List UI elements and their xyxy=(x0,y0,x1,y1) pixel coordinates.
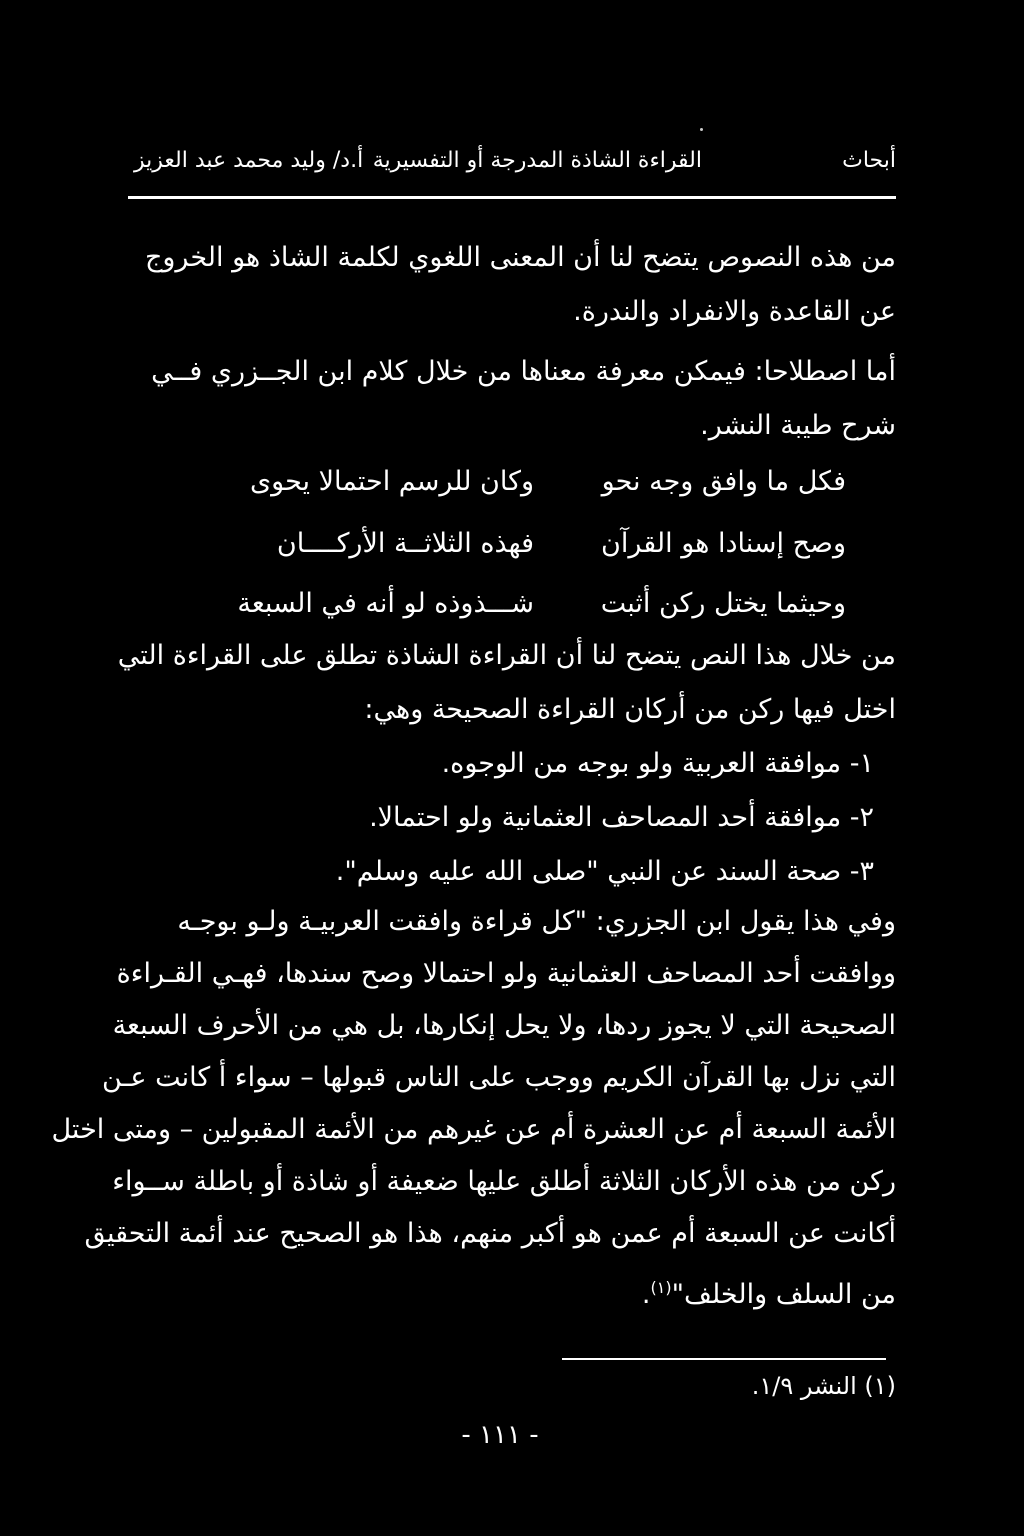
paragraph-line: وفي هذا يقول ابن الجزري: "كل قراءة وافقت العربيـة ولـو بوجـه xyxy=(177,906,896,937)
verse-second-hemistich: وكان للرسم احتمالا يحوى xyxy=(250,466,534,497)
header-author: أ.د/ وليد محمد عبد العزيز xyxy=(134,148,364,173)
paragraph-line: من هذه النصوص يتضح لنا أن المعنى اللغوي لكلمة الشاذ هو الخروج xyxy=(144,242,896,273)
paragraph-last-text: من السلف والخلف" xyxy=(671,1279,896,1310)
paragraph-line: ركن من هذه الأركان الثلاثة أطلق عليها ضعيفة أو شاذة أو باطلة ســواء xyxy=(112,1166,896,1197)
paragraph-line: من خلال هذا النص يتضح لنا أن القراءة الشاذة تطلق على القراءة التي xyxy=(117,640,896,671)
running-header xyxy=(128,140,896,184)
paragraph-line: شرح طيبة النشر. xyxy=(700,410,896,441)
paragraph-end-period: . xyxy=(641,1279,651,1310)
condition-item: ٢- موافقة أحد المصاحف العثمانية ولو احتمالا. xyxy=(369,802,874,833)
verse-first-hemistich: فكل ما وافق وجه نحو xyxy=(601,466,846,497)
header-section-title: أبحاث xyxy=(842,148,896,173)
paragraph-line: التي نزل بها القرآن الكريم ووجب على الناس قبولها – سواء أ كانت عـن xyxy=(101,1062,896,1093)
paragraph-line: اختل فيها ركن من أركان القراءة الصحيحة وهي: xyxy=(364,694,896,725)
header-divider xyxy=(128,196,896,199)
paragraph-line: أكانت عن السبعة أم عمن هو أكبر منهم، هذا هو الصحيح عند أئمة التحقيق xyxy=(84,1218,896,1249)
paragraph-line: الأئمة السبعة أم عن العشرة أم عن غيرهم من الأئمة المقبولين – ومتى اختل xyxy=(51,1114,896,1145)
verse-second-hemistich: شـــذوذه لو أنه في السبعة xyxy=(237,588,534,619)
footnote-marker: (١) xyxy=(650,1278,672,1297)
verse-first-hemistich: وحيثما يختل ركن أثبت xyxy=(600,588,846,619)
verse-first-hemistich: وصح إسنادا هو القرآن xyxy=(601,528,846,559)
paragraph-line: أما اصطلاحا: فيمكن معرفة معناها من خلال كلام ابن الجــزري فــي xyxy=(151,356,896,387)
header-article-title: القراءة الشاذة المدرجة أو التفسيرية xyxy=(372,148,702,173)
footnote: (١) النشر ١/٩. xyxy=(751,1372,896,1400)
paragraph-line: ووافقت أحد المصاحف العثمانية ولو احتمالا وصح سندها، فهـي القـراءة xyxy=(116,958,896,989)
paragraph-line: عن القاعدة والانفراد والندرة. xyxy=(573,296,896,327)
footnote-divider xyxy=(562,1358,886,1360)
page-number: - ١١١ - xyxy=(461,1420,539,1450)
paragraph-line: الصحيحة التي لا يجوز ردها، ولا يحل إنكارها، بل هي من الأحرف السبعة xyxy=(112,1010,896,1041)
condition-item: ١- موافقة العربية ولو بوجه من الوجوه. xyxy=(441,748,874,779)
paragraph-last-line xyxy=(642,1268,896,1315)
scan-speck xyxy=(700,128,703,131)
verse-second-hemistich: فهذه الثلاثــة الأركــــان xyxy=(276,528,534,559)
condition-item: ٣- صحة السند عن النبي "صلى الله عليه وسلم". xyxy=(335,856,874,887)
